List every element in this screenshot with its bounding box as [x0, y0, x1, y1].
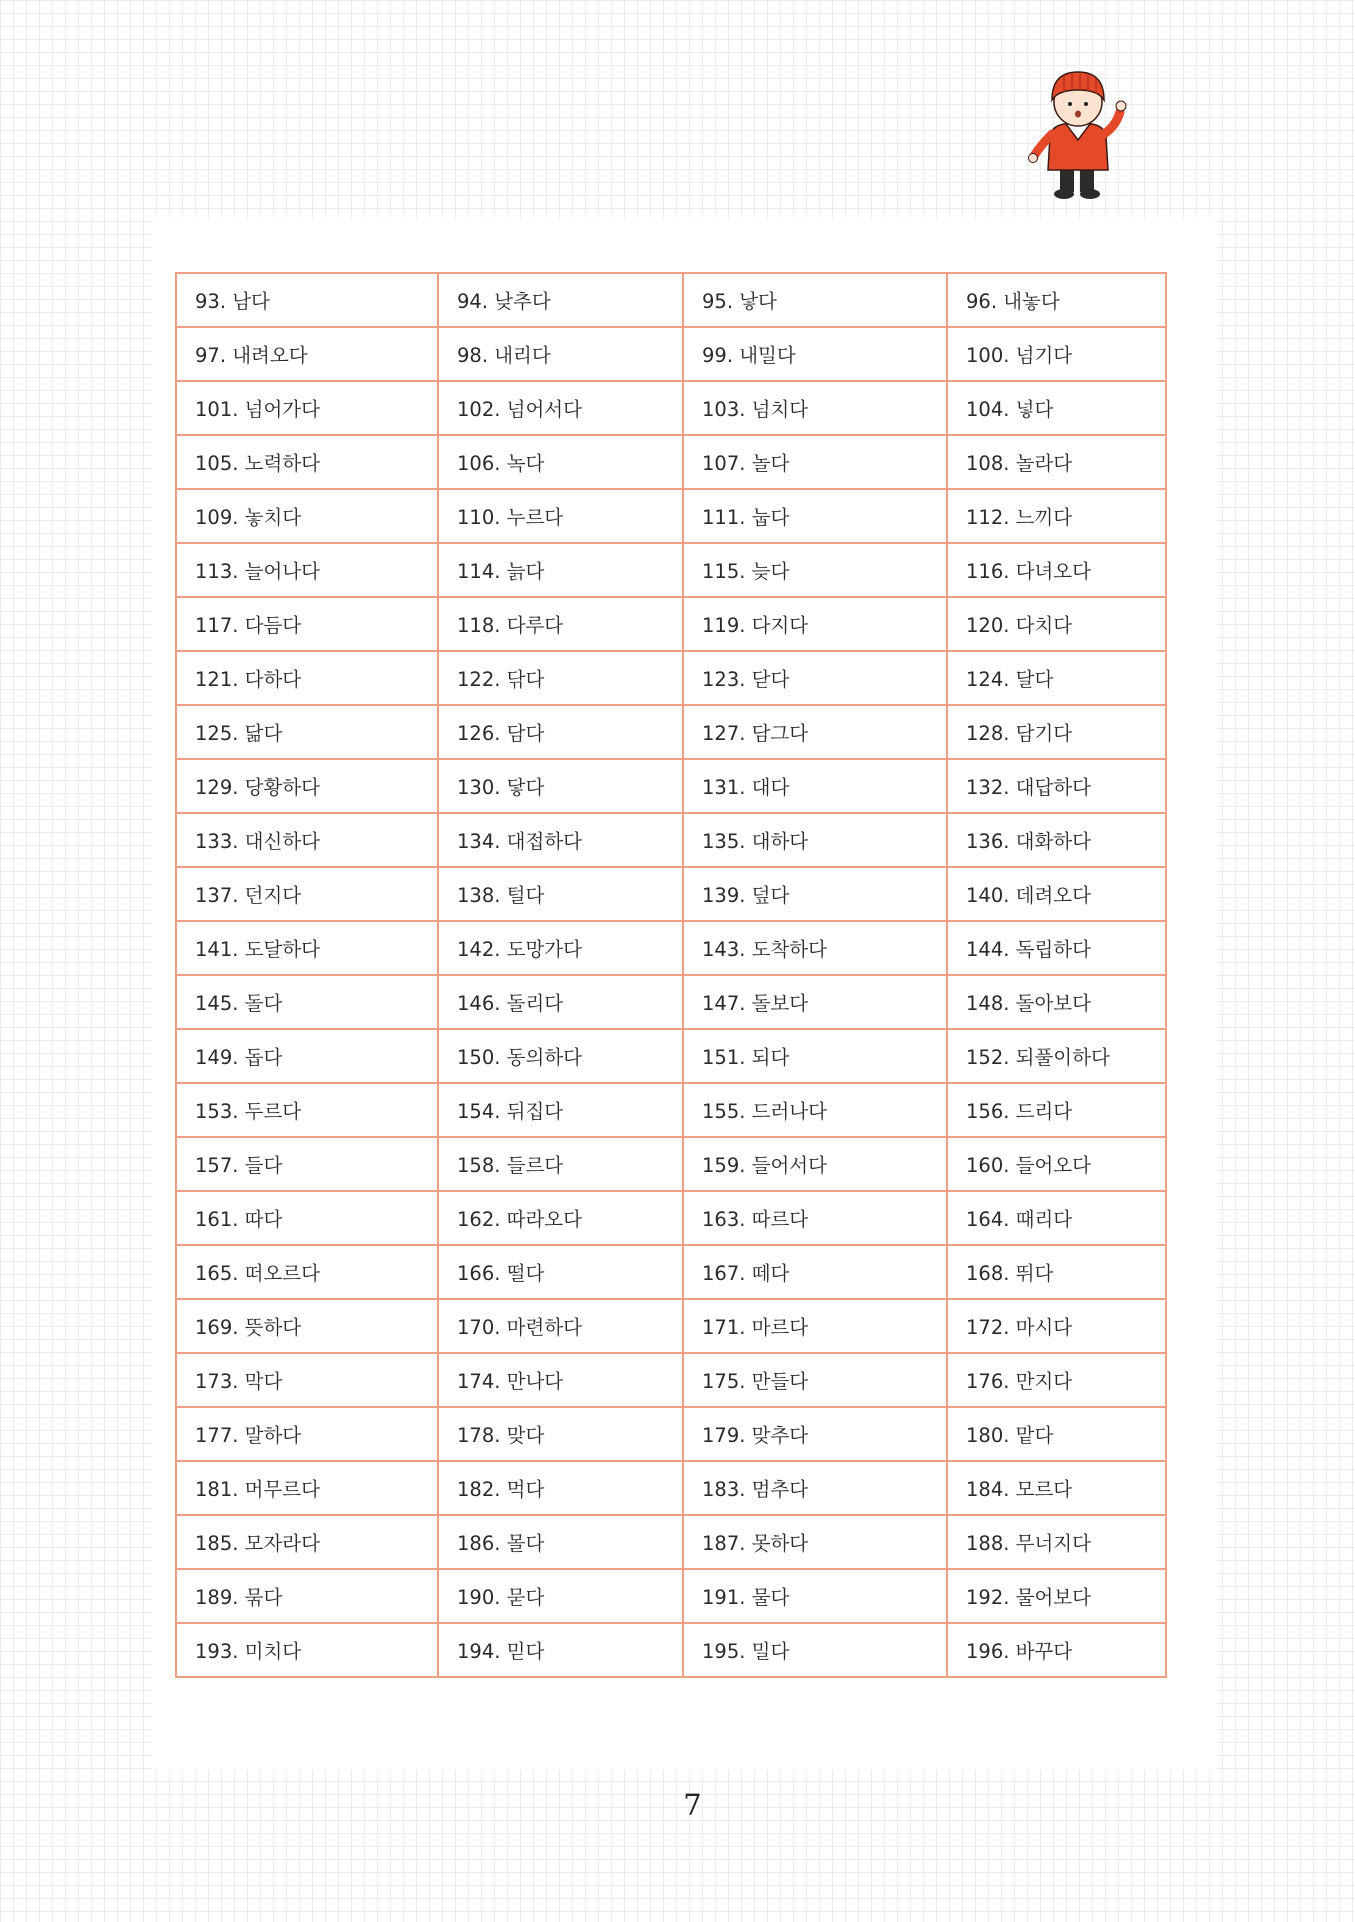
table-row — [176, 435, 1166, 489]
verb-cell: 157. 들다 — [176, 1137, 438, 1191]
verb-cell: 96. 내놓다 — [947, 273, 1166, 327]
verb-cell: 101. 넘어가다 — [176, 381, 438, 435]
verb-cell: 190. 묻다 — [438, 1569, 683, 1623]
verb-cell: 142. 도망가다 — [438, 921, 683, 975]
verb-cell: 102. 넘어서다 — [438, 381, 683, 435]
boy-mascot-illustration — [1028, 66, 1138, 206]
table-row — [176, 975, 1166, 1029]
table-row — [176, 1407, 1166, 1461]
verb-cell: 107. 놀다 — [683, 435, 947, 489]
verb-cell: 171. 마르다 — [683, 1299, 947, 1353]
verb-cell: 116. 다녀오다 — [947, 543, 1166, 597]
verb-cell: 178. 맞다 — [438, 1407, 683, 1461]
verb-cell: 108. 놀라다 — [947, 435, 1166, 489]
verb-cell: 166. 떨다 — [438, 1245, 683, 1299]
table-row — [176, 1461, 1166, 1515]
verb-cell: 162. 따라오다 — [438, 1191, 683, 1245]
verb-cell: 118. 다루다 — [438, 597, 683, 651]
verb-cell: 177. 말하다 — [176, 1407, 438, 1461]
verb-cell: 173. 막다 — [176, 1353, 438, 1407]
verb-cell: 95. 낳다 — [683, 273, 947, 327]
verb-cell: 94. 낮추다 — [438, 273, 683, 327]
verb-cell: 119. 다지다 — [683, 597, 947, 651]
table-row — [176, 273, 1166, 327]
verb-cell: 165. 떠오르다 — [176, 1245, 438, 1299]
verb-cell: 164. 때리다 — [947, 1191, 1166, 1245]
verb-cell: 132. 대답하다 — [947, 759, 1166, 813]
verb-cell: 100. 넘기다 — [947, 327, 1166, 381]
verb-cell: 174. 만나다 — [438, 1353, 683, 1407]
verb-cell: 159. 들어서다 — [683, 1137, 947, 1191]
table-row — [176, 1623, 1166, 1677]
verb-cell: 175. 만들다 — [683, 1353, 947, 1407]
verb-cell: 139. 덮다 — [683, 867, 947, 921]
table-row — [176, 651, 1166, 705]
table-row — [176, 1353, 1166, 1407]
verb-cell: 124. 달다 — [947, 651, 1166, 705]
verb-cell: 133. 대신하다 — [176, 813, 438, 867]
verb-cell: 127. 담그다 — [683, 705, 947, 759]
page-number: 7 — [683, 1788, 702, 1822]
verb-cell: 147. 돌보다 — [683, 975, 947, 1029]
verb-cell: 125. 닮다 — [176, 705, 438, 759]
verb-cell: 192. 물어보다 — [947, 1569, 1166, 1623]
table-row — [176, 1299, 1166, 1353]
table-row — [176, 1569, 1166, 1623]
table-row — [176, 921, 1166, 975]
verb-cell: 156. 드리다 — [947, 1083, 1166, 1137]
verb-cell: 120. 다치다 — [947, 597, 1166, 651]
table-row — [176, 813, 1166, 867]
verb-cell: 149. 돕다 — [176, 1029, 438, 1083]
table-row — [176, 489, 1166, 543]
verb-cell: 110. 누르다 — [438, 489, 683, 543]
verb-cell: 98. 내리다 — [438, 327, 683, 381]
verb-cell: 135. 대하다 — [683, 813, 947, 867]
verb-cell: 155. 드러나다 — [683, 1083, 947, 1137]
verb-cell: 167. 떼다 — [683, 1245, 947, 1299]
verb-cell: 123. 닫다 — [683, 651, 947, 705]
verb-cell: 129. 당황하다 — [176, 759, 438, 813]
verb-cell: 186. 몰다 — [438, 1515, 683, 1569]
verb-cell: 138. 털다 — [438, 867, 683, 921]
verb-cell: 180. 맡다 — [947, 1407, 1166, 1461]
verb-cell: 121. 다하다 — [176, 651, 438, 705]
verb-cell: 136. 대화하다 — [947, 813, 1166, 867]
verb-cell: 93. 남다 — [176, 273, 438, 327]
verb-cell: 112. 느끼다 — [947, 489, 1166, 543]
table-row — [176, 867, 1166, 921]
verb-cell: 189. 묶다 — [176, 1569, 438, 1623]
verb-cell: 97. 내려오다 — [176, 327, 438, 381]
table-row — [176, 759, 1166, 813]
verb-cell: 130. 닿다 — [438, 759, 683, 813]
verb-cell: 106. 녹다 — [438, 435, 683, 489]
table-row — [176, 705, 1166, 759]
verb-cell: 109. 놓치다 — [176, 489, 438, 543]
verb-cell: 114. 늙다 — [438, 543, 683, 597]
verb-cell: 154. 뒤집다 — [438, 1083, 683, 1137]
verb-cell: 191. 물다 — [683, 1569, 947, 1623]
verb-cell: 179. 맞추다 — [683, 1407, 947, 1461]
verb-cell: 144. 독립하다 — [947, 921, 1166, 975]
verb-cell: 148. 돌아보다 — [947, 975, 1166, 1029]
verb-cell: 152. 되풀이하다 — [947, 1029, 1166, 1083]
verb-cell: 137. 던지다 — [176, 867, 438, 921]
verb-list-body — [176, 273, 1166, 1677]
verb-cell: 143. 도착하다 — [683, 921, 947, 975]
verb-cell: 126. 담다 — [438, 705, 683, 759]
verb-cell: 170. 마련하다 — [438, 1299, 683, 1353]
verb-cell: 145. 돌다 — [176, 975, 438, 1029]
table-row — [176, 1191, 1166, 1245]
verb-cell: 195. 밀다 — [683, 1623, 947, 1677]
verb-cell: 128. 담기다 — [947, 705, 1166, 759]
verb-cell: 196. 바꾸다 — [947, 1623, 1166, 1677]
verb-cell: 115. 늦다 — [683, 543, 947, 597]
verb-cell: 113. 늘어나다 — [176, 543, 438, 597]
verb-cell: 193. 미치다 — [176, 1623, 438, 1677]
verb-cell: 185. 모자라다 — [176, 1515, 438, 1569]
table-row — [176, 381, 1166, 435]
table-row — [176, 1137, 1166, 1191]
table-row — [176, 543, 1166, 597]
verb-cell: 99. 내밀다 — [683, 327, 947, 381]
verb-cell: 103. 넘치다 — [683, 381, 947, 435]
verb-cell: 161. 따다 — [176, 1191, 438, 1245]
verb-cell: 160. 들어오다 — [947, 1137, 1166, 1191]
verb-cell: 168. 뛰다 — [947, 1245, 1166, 1299]
verb-cell: 187. 못하다 — [683, 1515, 947, 1569]
verb-cell: 117. 다듬다 — [176, 597, 438, 651]
verb-cell: 151. 되다 — [683, 1029, 947, 1083]
verb-cell: 184. 모르다 — [947, 1461, 1166, 1515]
verb-cell: 131. 대다 — [683, 759, 947, 813]
verb-cell: 150. 동의하다 — [438, 1029, 683, 1083]
verb-cell: 122. 닦다 — [438, 651, 683, 705]
verb-cell: 105. 노력하다 — [176, 435, 438, 489]
verb-cell: 169. 뜻하다 — [176, 1299, 438, 1353]
verb-cell: 140. 데려오다 — [947, 867, 1166, 921]
table-row — [176, 1245, 1166, 1299]
verb-cell: 153. 두르다 — [176, 1083, 438, 1137]
verb-cell: 146. 돌리다 — [438, 975, 683, 1029]
verb-cell: 163. 따르다 — [683, 1191, 947, 1245]
table-row — [176, 597, 1166, 651]
verb-cell: 182. 먹다 — [438, 1461, 683, 1515]
verb-cell: 158. 들르다 — [438, 1137, 683, 1191]
verb-list-table — [175, 272, 1167, 1678]
verb-cell: 176. 만지다 — [947, 1353, 1166, 1407]
table-row — [176, 1029, 1166, 1083]
verb-cell: 111. 눕다 — [683, 489, 947, 543]
verb-cell: 183. 멈추다 — [683, 1461, 947, 1515]
table-row — [176, 1515, 1166, 1569]
verb-cell: 188. 무너지다 — [947, 1515, 1166, 1569]
table-row — [176, 1083, 1166, 1137]
verb-cell: 104. 넣다 — [947, 381, 1166, 435]
verb-cell: 181. 머무르다 — [176, 1461, 438, 1515]
verb-cell: 194. 믿다 — [438, 1623, 683, 1677]
verb-cell: 141. 도달하다 — [176, 921, 438, 975]
verb-cell: 134. 대접하다 — [438, 813, 683, 867]
verb-cell: 172. 마시다 — [947, 1299, 1166, 1353]
table-row — [176, 327, 1166, 381]
